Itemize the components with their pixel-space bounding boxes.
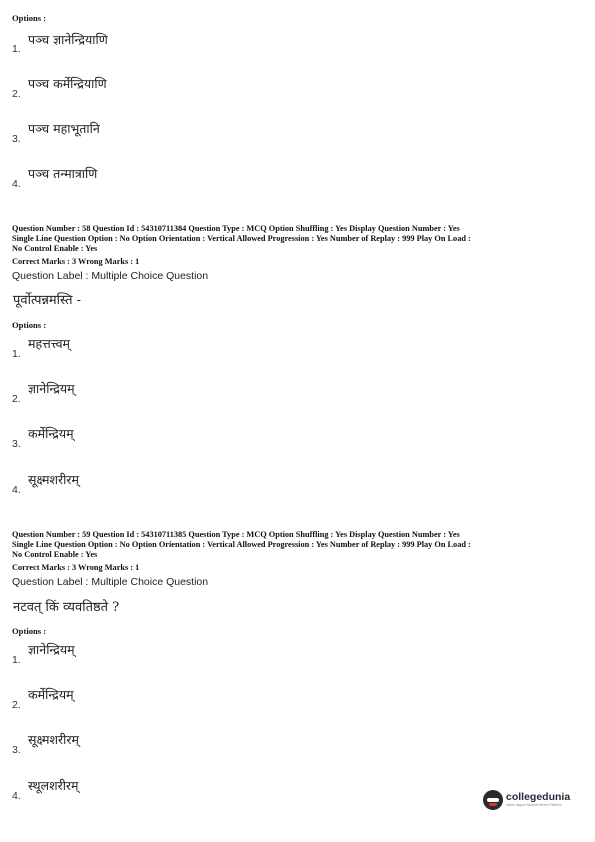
option-number: 4. [12, 790, 21, 802]
options-heading: Options : [12, 320, 47, 330]
option-number: 1. [12, 348, 21, 360]
question-label: Question Label : Multiple Choice Question [12, 576, 209, 588]
option-text: महत्तत्त्वम् [28, 336, 71, 351]
marks-line: Correct Marks : 3 Wrong Marks : 1 [12, 563, 140, 572]
student-mascot-icon [483, 790, 503, 810]
option-number: 1. [12, 654, 21, 666]
option-text: कर्मेन्द्रियम् [28, 426, 74, 441]
question-meta-line: Single Line Question Option : No Option Orientation : Vertical Allowed Progression : Yes Number of Replay : 999 Play On Load : [12, 234, 471, 243]
options-heading: Options : [12, 626, 47, 636]
option-text: पञ्च कर्मेन्द्रियाणि [28, 76, 107, 91]
option-number: 3. [12, 438, 21, 450]
option-number: 2. [12, 88, 21, 100]
option-text: सूक्ष्मशरीरम् [28, 472, 79, 487]
option-text: पञ्च महाभूतानि [28, 121, 100, 136]
option-number: 4. [12, 484, 21, 496]
question-text: पूर्वोत्पन्नमस्ति - [13, 293, 82, 308]
options-heading: Options : [12, 13, 47, 23]
marks-line: Correct Marks : 3 Wrong Marks : 1 [12, 257, 140, 266]
option-text: पञ्च तन्मात्राणि [28, 166, 98, 181]
option-number: 3. [12, 744, 21, 756]
logo-tagline: India's largest Student Review Platform [506, 803, 562, 807]
option-text: कर्मेन्द्रियम् [28, 687, 74, 702]
question-meta-line: Single Line Question Option : No Option Orientation : Vertical Allowed Progression : Yes Number of Replay : 999 Play On Load : [12, 540, 471, 549]
question-text: नटवत् किं व्यवतिष्ठते ? [13, 600, 120, 615]
option-text: ज्ञानेन्द्रियम् [28, 642, 75, 657]
option-text: ज्ञानेन्द्रियम् [28, 381, 75, 396]
question-label: Question Label : Multiple Choice Question [12, 270, 209, 282]
question-meta-line: No Control Enable : Yes [12, 550, 98, 559]
option-text: स्थूलशरीरम् [28, 778, 79, 793]
option-text: पञ्च ज्ञानेन्द्रियाणि [28, 32, 108, 47]
option-number: 2. [12, 393, 21, 405]
question-meta-line: No Control Enable : Yes [12, 244, 98, 253]
collegedunia-logo [483, 790, 570, 810]
option-text: सूक्ष्मशरीरम् [28, 732, 79, 747]
option-number: 3. [12, 133, 21, 145]
option-number: 1. [12, 43, 21, 55]
option-number: 2. [12, 699, 21, 711]
question-meta-line: Question Number : 59 Question Id : 54310711385 Question Type : MCQ Option Shuffling : Yes Display Question Number : Yes [12, 530, 460, 539]
logo-name: collegedunia [506, 791, 571, 803]
option-number: 4. [12, 178, 21, 190]
question-meta-line: Question Number : 58 Question Id : 54310711384 Question Type : MCQ Option Shuffling : Yes Display Question Number : Yes [12, 224, 460, 233]
